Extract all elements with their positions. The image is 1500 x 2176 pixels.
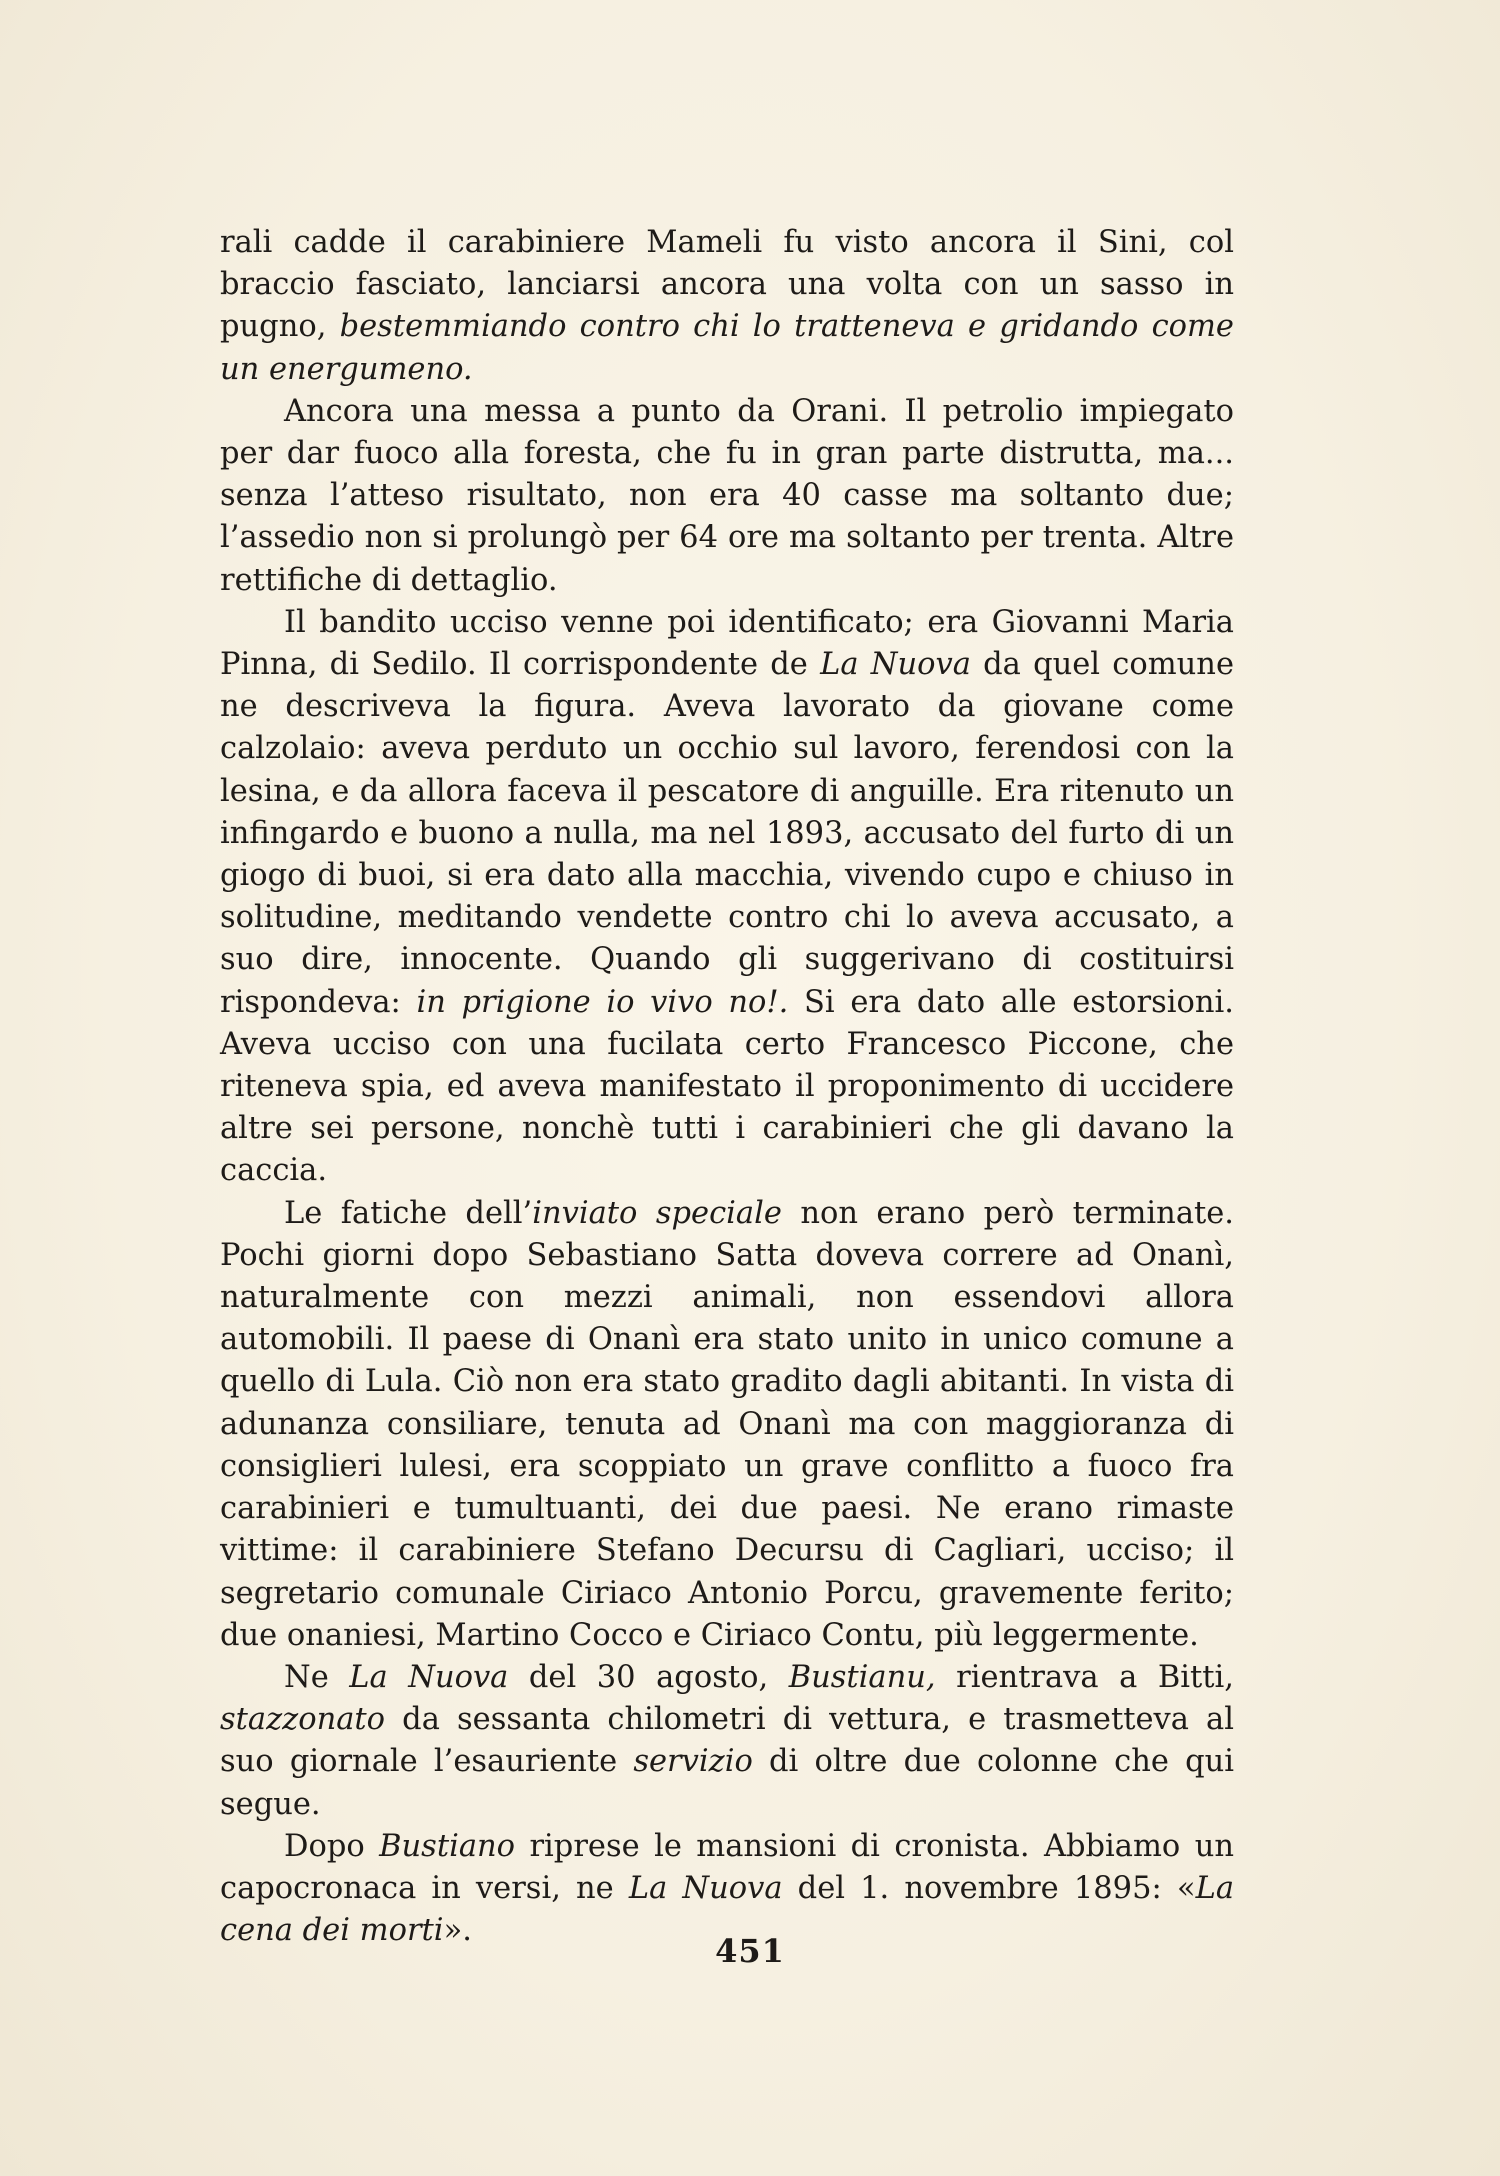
text-run: da quel comune ne descriveva la figura. Aveva lavorato da giovane come calzolaio: aveva perduto un occhio sul lavoro, ferendosi con la lesina, e da allora faceva il pescatore di anguille. Era ritenuto un infingardo e buono a nulla, ma nel 1893, accusato del furto di un giogo di buoi, si era dato alla macchia, vivendo cupo e chiuso in solitudine, meditando vendette contro chi lo aveva accusato, a suo dire, innocente. Quando gli suggerivano di costituirsi rispondeva: <box>220 647 1235 1020</box>
paragraph-p5 <box>220 1657 1234 1826</box>
text-run: Dopo <box>284 1828 380 1864</box>
italic-text: bestemmiando contro chi lo tratteneva e gridando come un energumeno. <box>220 309 1234 387</box>
italic-text: La cena dei morti <box>220 1870 1235 1949</box>
text-run: Ancora una messa a punto da Orani. Il petrolio impiegato per dar fuoco alla foresta, che fu in gran parte distrutta, ma... senza l’atteso risultato, non era 40 casse ma soltanto due; l’assedio non si prolungò per 64 ore ma soltanto per trenta. Altre rettifiche di dettaglio. <box>220 393 1234 598</box>
text-run: ». <box>443 1913 472 1949</box>
page-number: 451 <box>715 1932 785 1970</box>
text-run: rientrava a Bitti, <box>935 1659 1234 1695</box>
italic-text: Bustiano <box>379 1828 516 1864</box>
text-run: Si era dato alle estorsioni. Aveva ucciso con una fucilata certo Francesco Piccone, che riteneva spia, ed aveva manifestato il proponimento di uccidere altre sei persone, nonchè tutti i carabinieri che gli davano la caccia. <box>220 984 1234 1189</box>
italic-text: servizio <box>633 1744 753 1780</box>
italic-text: La Nuova <box>628 1870 783 1906</box>
paragraph-p3 <box>220 602 1234 1193</box>
paragraph-p4 <box>220 1193 1234 1657</box>
italic-text: La Nuova <box>349 1659 509 1695</box>
text-run: di oltre due colonne che qui segue. <box>220 1744 1234 1822</box>
text-run: Il bandito ucciso venne poi identificato; era Giovanni Maria Pinna, di Sedilo. Il corrispondente de <box>220 604 1234 683</box>
paragraph-p1 <box>220 222 1234 391</box>
italic-text: La Nuova <box>820 647 971 683</box>
text-run: non erano però terminate. Pochi giorni dopo Sebastiano Satta doveva correre ad Onanì, naturalmente con mezzi animali, non essendovi allora automobili. Il paese di Onanì era stato unito in unico comune a quello di Lula. Ciò non era stato gradito dagli abitanti. In vista di adunanza consiliare, tenuta ad Onanì ma con maggioranza di consiglieri lulesi, era scoppiato un grave conflitto a fuoco fra carabinieri e tumultuanti, dei due paesi. Ne erano rimaste vittime: il carabiniere Stefano Decursu di Cagliari, ucciso; il segretario comunale Ciriaco Antonio Porcu, gravemente ferito; due onaniesi, Martino Cocco e Ciriaco Contu, più leggermente. <box>220 1195 1235 1653</box>
text-run: rali cadde il carabiniere Mameli fu visto ancora il Sini, col braccio fasciato, lanciarsi ancora una volta con un sasso in pugno, <box>220 225 1234 345</box>
body-text <box>220 222 1234 1952</box>
italic-text: in prigione io vivo no!. <box>416 984 789 1020</box>
italic-text: Bustianu, <box>788 1659 936 1695</box>
text-run: da sessanta chilometri di vettura, e trasmetteva al suo giornale l’esauriente <box>220 1702 1234 1780</box>
text-run: Ne <box>284 1659 350 1695</box>
text-run: riprese le mansioni di cronista. Abbiamo un capocronaca in versi, ne <box>220 1828 1234 1906</box>
italic-text: inviato speciale <box>532 1195 782 1231</box>
text-run: del 1. novembre 1895: « <box>782 1870 1196 1906</box>
italic-text: stazzonato <box>220 1702 386 1738</box>
text-run: del 30 agosto, <box>508 1659 789 1695</box>
paragraph-p2 <box>220 391 1234 602</box>
text-run: Le fatiche dell’ <box>284 1195 533 1231</box>
